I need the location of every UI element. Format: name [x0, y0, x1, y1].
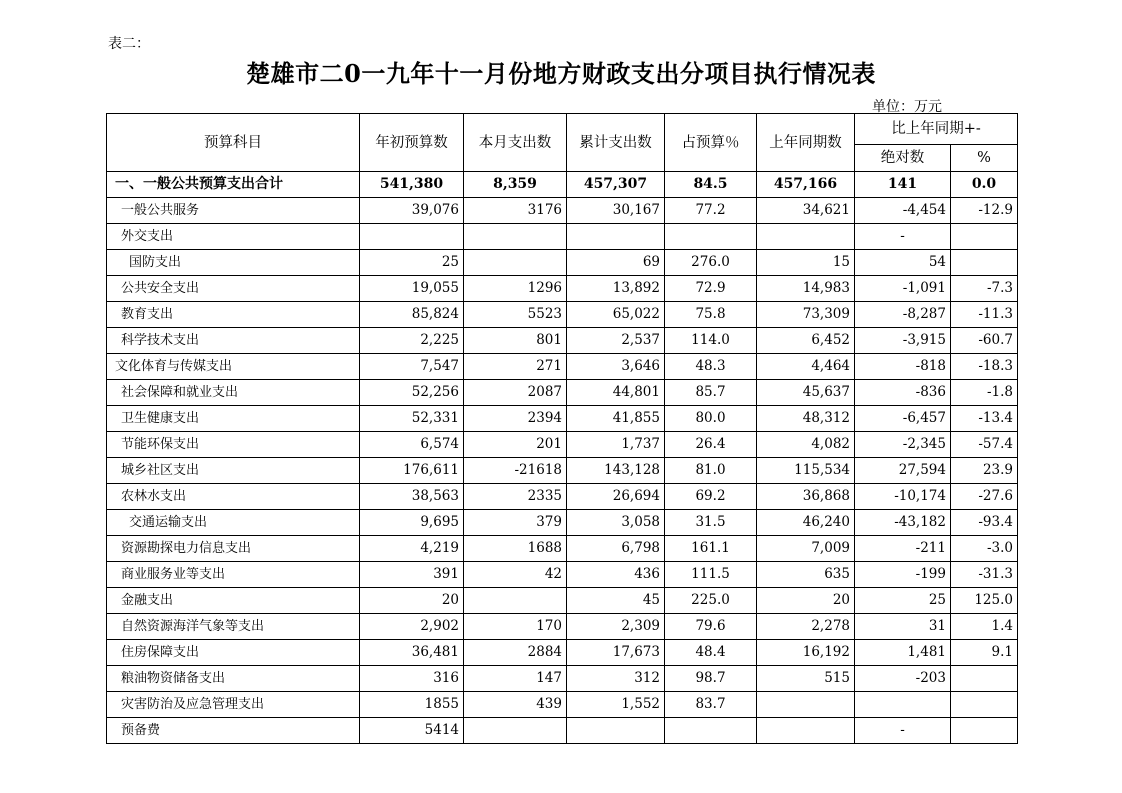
- cell-month: 271: [464, 354, 567, 380]
- cell-percent: [951, 692, 1018, 718]
- cell-absolute: 141: [855, 172, 951, 198]
- cell-last-year: 34,621: [757, 198, 855, 224]
- cell-last-year: 2,278: [757, 614, 855, 640]
- cell-pct-budget: 31.5: [665, 510, 757, 536]
- unit-label: 单位：万元: [872, 99, 942, 115]
- cell-cumulative: 26,694: [567, 484, 665, 510]
- cell-percent: -7.3: [951, 276, 1018, 302]
- cell-absolute: -2,345: [855, 432, 951, 458]
- cell-cumulative: 17,673: [567, 640, 665, 666]
- cell-pct-budget: 48.3: [665, 354, 757, 380]
- cell-percent: -57.4: [951, 432, 1018, 458]
- cell-month: 2884: [464, 640, 567, 666]
- cell-month: 2394: [464, 406, 567, 432]
- cell-last-year: 15: [757, 250, 855, 276]
- cell-last-year: 45,637: [757, 380, 855, 406]
- cell-absolute: -: [855, 718, 951, 744]
- cell-budget: 541,380: [360, 172, 464, 198]
- cell-budget: 2,902: [360, 614, 464, 640]
- page-title: 楚雄市二0一九年十一月份地方财政支出分项目执行情况表: [246, 59, 876, 88]
- cell-percent: -12.9: [951, 198, 1018, 224]
- cell-subject: 科学技术支出: [107, 328, 360, 354]
- cell-cumulative: 1,737: [567, 432, 665, 458]
- cell-absolute: -1,091: [855, 276, 951, 302]
- table-body: [107, 172, 1018, 744]
- cell-absolute: 31: [855, 614, 951, 640]
- cell-subject: 卫生健康支出: [107, 406, 360, 432]
- cell-pct-budget: 72.9: [665, 276, 757, 302]
- cell-last-year: 115,534: [757, 458, 855, 484]
- cell-month: 147: [464, 666, 567, 692]
- cell-percent: 125.0: [951, 588, 1018, 614]
- cell-pct-budget: 85.7: [665, 380, 757, 406]
- cell-pct-budget: [665, 718, 757, 744]
- cell-cumulative: 457,307: [567, 172, 665, 198]
- cell-cumulative: 3,646: [567, 354, 665, 380]
- table-label: 表二：: [108, 36, 150, 52]
- cell-month: [464, 718, 567, 744]
- cell-pct-budget: 114.0: [665, 328, 757, 354]
- cell-month: [464, 588, 567, 614]
- cell-subject: 灾害防治及应急管理支出: [107, 692, 360, 718]
- table-row: [107, 718, 1018, 744]
- cell-cumulative: 3,058: [567, 510, 665, 536]
- cell-budget: 391: [360, 562, 464, 588]
- cell-subject: 国防支出: [107, 250, 360, 276]
- cell-month: 5523: [464, 302, 567, 328]
- cell-pct-budget: 81.0: [665, 458, 757, 484]
- cell-month: [464, 250, 567, 276]
- cell-absolute: -: [855, 224, 951, 250]
- cell-percent: -11.3: [951, 302, 1018, 328]
- cell-month: 1296: [464, 276, 567, 302]
- cell-pct-budget: 80.0: [665, 406, 757, 432]
- cell-pct-budget: 75.8: [665, 302, 757, 328]
- cell-absolute: 54: [855, 250, 951, 276]
- cell-subject: 教育支出: [107, 302, 360, 328]
- table-row-total: [107, 172, 1018, 198]
- cell-percent: [951, 666, 1018, 692]
- cell-budget: 6,574: [360, 432, 464, 458]
- cell-absolute: [855, 692, 951, 718]
- table-row: [107, 484, 1018, 510]
- cell-subject: 交通运输支出: [107, 510, 360, 536]
- cell-budget: 4,219: [360, 536, 464, 562]
- cell-cumulative: 312: [567, 666, 665, 692]
- cell-budget: 39,076: [360, 198, 464, 224]
- cell-pct-budget: 48.4: [665, 640, 757, 666]
- table-row: [107, 666, 1018, 692]
- cell-last-year: 36,868: [757, 484, 855, 510]
- cell-month: 201: [464, 432, 567, 458]
- cell-pct-budget: 83.7: [665, 692, 757, 718]
- header-percent: %: [951, 145, 1018, 172]
- cell-cumulative: 6,798: [567, 536, 665, 562]
- table-row: [107, 562, 1018, 588]
- cell-last-year: 14,983: [757, 276, 855, 302]
- cell-cumulative: 30,167: [567, 198, 665, 224]
- cell-month: 439: [464, 692, 567, 718]
- cell-pct-budget: 26.4: [665, 432, 757, 458]
- cell-last-year: 515: [757, 666, 855, 692]
- cell-pct-budget: 225.0: [665, 588, 757, 614]
- header-compare: 比上年同期+-: [855, 114, 1018, 145]
- cell-subject: 住房保障支出: [107, 640, 360, 666]
- cell-subject: 粮油物资储备支出: [107, 666, 360, 692]
- cell-subject: 一般公共服务: [107, 198, 360, 224]
- table-row: [107, 380, 1018, 406]
- cell-month: [464, 224, 567, 250]
- cell-subject: 节能环保支出: [107, 432, 360, 458]
- cell-percent: [951, 224, 1018, 250]
- cell-pct-budget: 98.7: [665, 666, 757, 692]
- cell-absolute: -6,457: [855, 406, 951, 432]
- cell-last-year: [757, 718, 855, 744]
- cell-cumulative: 44,801: [567, 380, 665, 406]
- table-row: [107, 198, 1018, 224]
- cell-absolute: -43,182: [855, 510, 951, 536]
- cell-percent: -3.0: [951, 536, 1018, 562]
- cell-month: 801: [464, 328, 567, 354]
- cell-last-year: 16,192: [757, 640, 855, 666]
- cell-last-year: 7,009: [757, 536, 855, 562]
- cell-budget: 316: [360, 666, 464, 692]
- cell-cumulative: 143,128: [567, 458, 665, 484]
- cell-percent: -13.4: [951, 406, 1018, 432]
- cell-subject: 文化体育与传媒支出: [107, 354, 360, 380]
- cell-cumulative: 45: [567, 588, 665, 614]
- cell-budget: 36,481: [360, 640, 464, 666]
- cell-cumulative: 2,537: [567, 328, 665, 354]
- cell-month: 3176: [464, 198, 567, 224]
- cell-subject: 社会保障和就业支出: [107, 380, 360, 406]
- cell-percent: -93.4: [951, 510, 1018, 536]
- cell-budget: 52,256: [360, 380, 464, 406]
- cell-last-year: [757, 224, 855, 250]
- table-row: [107, 692, 1018, 718]
- cell-subject: 城乡社区支出: [107, 458, 360, 484]
- expenditure-table: [106, 113, 1018, 744]
- cell-month: 2335: [464, 484, 567, 510]
- cell-budget: [360, 224, 464, 250]
- cell-budget: 7,547: [360, 354, 464, 380]
- cell-month: 170: [464, 614, 567, 640]
- cell-subject: 一、一般公共预算支出合计: [107, 172, 360, 198]
- table-row: [107, 328, 1018, 354]
- cell-last-year: 48,312: [757, 406, 855, 432]
- table-row: [107, 510, 1018, 536]
- cell-percent: -31.3: [951, 562, 1018, 588]
- header-month: 本月支出数: [464, 114, 567, 172]
- cell-budget: 19,055: [360, 276, 464, 302]
- cell-subject: 自然资源海洋气象等支出: [107, 614, 360, 640]
- cell-pct-budget: 276.0: [665, 250, 757, 276]
- header-cumulative: 累计支出数: [567, 114, 665, 172]
- cell-subject: 资源勘探电力信息支出: [107, 536, 360, 562]
- cell-pct-budget: 84.5: [665, 172, 757, 198]
- cell-percent: 1.4: [951, 614, 1018, 640]
- cell-percent: -18.3: [951, 354, 1018, 380]
- cell-cumulative: 41,855: [567, 406, 665, 432]
- cell-budget: 1855: [360, 692, 464, 718]
- cell-absolute: -3,915: [855, 328, 951, 354]
- header-subject: 预算科目: [107, 114, 360, 172]
- cell-absolute: -203: [855, 666, 951, 692]
- cell-pct-budget: [665, 224, 757, 250]
- cell-last-year: 457,166: [757, 172, 855, 198]
- cell-cumulative: 1,552: [567, 692, 665, 718]
- cell-absolute: -10,174: [855, 484, 951, 510]
- cell-month: 2087: [464, 380, 567, 406]
- cell-subject: 农林水支出: [107, 484, 360, 510]
- table-row: [107, 588, 1018, 614]
- cell-budget: 2,225: [360, 328, 464, 354]
- cell-subject: 预备费: [107, 718, 360, 744]
- cell-month: 379: [464, 510, 567, 536]
- cell-budget: 9,695: [360, 510, 464, 536]
- table-row: [107, 432, 1018, 458]
- cell-subject: 外交支出: [107, 224, 360, 250]
- cell-pct-budget: 111.5: [665, 562, 757, 588]
- cell-budget: 38,563: [360, 484, 464, 510]
- cell-month: 1688: [464, 536, 567, 562]
- cell-percent: [951, 718, 1018, 744]
- cell-cumulative: [567, 718, 665, 744]
- cell-last-year: 73,309: [757, 302, 855, 328]
- cell-absolute: -818: [855, 354, 951, 380]
- cell-budget: 85,824: [360, 302, 464, 328]
- cell-absolute: -836: [855, 380, 951, 406]
- cell-last-year: 4,464: [757, 354, 855, 380]
- table-row: [107, 406, 1018, 432]
- cell-pct-budget: 77.2: [665, 198, 757, 224]
- cell-absolute: -211: [855, 536, 951, 562]
- cell-absolute: 1,481: [855, 640, 951, 666]
- cell-absolute: -8,287: [855, 302, 951, 328]
- table-row: [107, 614, 1018, 640]
- cell-percent: -1.8: [951, 380, 1018, 406]
- header-pct-budget: 占预算％: [665, 114, 757, 172]
- table-header: [107, 114, 1018, 172]
- cell-subject: 商业服务业等支出: [107, 562, 360, 588]
- cell-cumulative: 436: [567, 562, 665, 588]
- cell-pct-budget: 161.1: [665, 536, 757, 562]
- cell-percent: 23.9: [951, 458, 1018, 484]
- cell-last-year: [757, 692, 855, 718]
- cell-month: -21618: [464, 458, 567, 484]
- header-budget: 年初预算数: [360, 114, 464, 172]
- cell-cumulative: [567, 224, 665, 250]
- cell-percent: [951, 250, 1018, 276]
- cell-percent: -27.6: [951, 484, 1018, 510]
- table-row: [107, 302, 1018, 328]
- cell-pct-budget: 79.6: [665, 614, 757, 640]
- table-row: [107, 224, 1018, 250]
- cell-percent: -60.7: [951, 328, 1018, 354]
- cell-percent: 0.0: [951, 172, 1018, 198]
- cell-absolute: -199: [855, 562, 951, 588]
- table-row: [107, 276, 1018, 302]
- cell-pct-budget: 69.2: [665, 484, 757, 510]
- cell-budget: 176,611: [360, 458, 464, 484]
- table-row: [107, 536, 1018, 562]
- cell-absolute: 25: [855, 588, 951, 614]
- header-absolute: 绝对数: [855, 145, 951, 172]
- table-row: [107, 458, 1018, 484]
- cell-month: 42: [464, 562, 567, 588]
- cell-last-year: 46,240: [757, 510, 855, 536]
- header-last-year: 上年同期数: [757, 114, 855, 172]
- cell-subject: 公共安全支出: [107, 276, 360, 302]
- table-row: [107, 354, 1018, 380]
- cell-last-year: 6,452: [757, 328, 855, 354]
- table-row: [107, 640, 1018, 666]
- cell-last-year: 20: [757, 588, 855, 614]
- cell-cumulative: 69: [567, 250, 665, 276]
- cell-absolute: -4,454: [855, 198, 951, 224]
- cell-budget: 5414: [360, 718, 464, 744]
- cell-last-year: 635: [757, 562, 855, 588]
- cell-absolute: 27,594: [855, 458, 951, 484]
- cell-last-year: 4,082: [757, 432, 855, 458]
- cell-budget: 20: [360, 588, 464, 614]
- cell-budget: 25: [360, 250, 464, 276]
- cell-percent: 9.1: [951, 640, 1018, 666]
- cell-cumulative: 13,892: [567, 276, 665, 302]
- cell-cumulative: 65,022: [567, 302, 665, 328]
- cell-month: 8,359: [464, 172, 567, 198]
- cell-budget: 52,331: [360, 406, 464, 432]
- cell-cumulative: 2,309: [567, 614, 665, 640]
- table-row: [107, 250, 1018, 276]
- cell-subject: 金融支出: [107, 588, 360, 614]
